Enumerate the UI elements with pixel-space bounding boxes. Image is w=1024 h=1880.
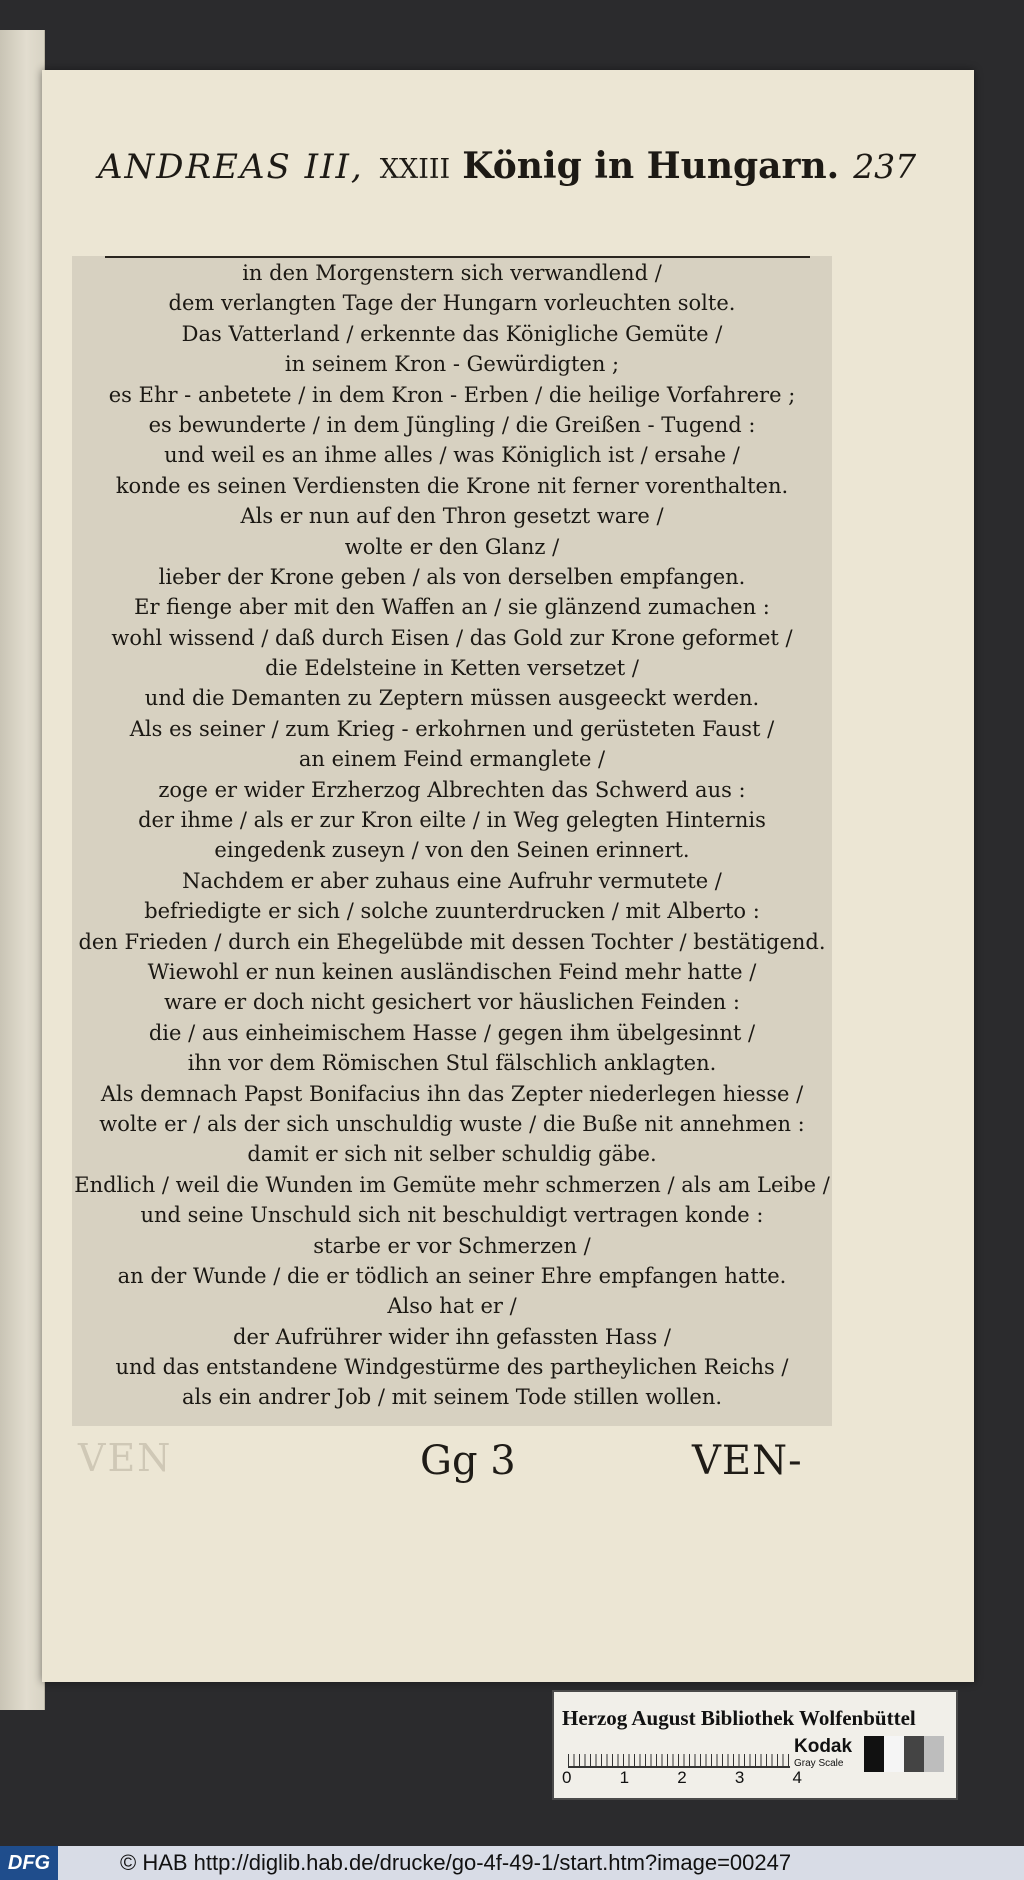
catchword: VEN- — [692, 1438, 803, 1484]
text-line: dem verlangten Tage der Hungarn vorleuchten solte. — [168, 291, 736, 316]
text-line: Das Vatterland / erkennte das Königliche Gemüte / — [181, 321, 723, 346]
text-line: Er fienge aber mit den Waffen an / sie glänzend zumachen : — [134, 595, 770, 620]
text-line: wolte er den Glanz / — [344, 534, 560, 559]
kodak-logo: Kodak — [794, 1736, 853, 1757]
text-line: in den Morgenstern sich verwandlend / — [242, 261, 662, 285]
text-line: befriedigte er sich / solche zuunterdrucken / mit Alberto : — [144, 899, 760, 924]
header-name: ANDREAS III, — [98, 147, 364, 187]
text-line: damit er sich nit selber schuldig gäbe. — [247, 1142, 657, 1167]
main-text — [62, 258, 842, 1413]
ruler — [568, 1740, 790, 1768]
text-line: Wiewohl er nun keinen ausländischen Feind mehr hatte / — [147, 959, 757, 984]
text-line: wolte er / als der sich unschuldig wuste / die Buße nit annehmen : — [99, 1111, 805, 1136]
text-line: Endlich / weil die Wunden im Gemüte mehr schmerzen / als am Leibe / — [74, 1172, 830, 1197]
text-line: es Ehr - anbetete / in dem Kron - Erben / die heilige Vorfahrere ; — [108, 382, 796, 407]
library-label — [552, 1690, 958, 1800]
ruler-number: 1 — [619, 1768, 630, 1787]
text-line: an der Wunde / die er tödlich an seiner Ehre empfangen hatte. — [117, 1263, 787, 1288]
credit-link[interactable]: © HAB http://diglib.hab.de/drucke/go-4f-49-1/start.htm?image=00247 — [120, 1850, 792, 1875]
text-line: konde es seinen Verdiensten die Krone nit ferner vorenthalten. — [115, 473, 789, 498]
text-line: an einem Feind ermanglete / — [298, 747, 606, 772]
text-line: ihn vor dem Römischen Stul fälschlich anklagten. — [187, 1051, 717, 1076]
text-line: starbe er vor Schmerzen / — [313, 1233, 591, 1258]
ruler-number: 3 — [734, 1768, 745, 1787]
text-line: und seine Unschuld sich nit beschuldigt vertragen konde : — [140, 1203, 764, 1228]
text-line: die / aus einheimischem Hasse / gegen ihm übelgesinnt / — [148, 1020, 756, 1045]
text-line: wohl wissend / daß durch Eisen / das Gold zur Krone geformet / — [111, 625, 793, 650]
bottom-bar — [0, 1846, 1024, 1880]
text-line: die Edelsteine in Ketten versetzet / — [265, 656, 639, 681]
text-line: und weil es an ihme alles / was Königlich ist / ersahe / — [164, 443, 740, 468]
text-line: in seinem Kron - Gewürdigten ; — [284, 352, 620, 377]
text-line: den Frieden / durch ein Ehegelübde mit dessen Tochter / bestätigend. — [78, 929, 826, 954]
header-title: König in Hungarn. — [462, 145, 840, 187]
text-line: Als es seiner / zum Krieg - erkohrnen und gerüsteten Faust / — [129, 716, 775, 741]
text-line: Nachdem er aber zuhaus eine Aufruhr vermutete / — [182, 868, 722, 893]
text-line: eingedenk zuseyn / von den Seinen erinnert. — [214, 838, 690, 863]
text-line: es bewunderte / in dem Jüngling / die Greißen - Tugend : — [148, 412, 756, 437]
text-line: und das entstandene Windgestürme des partheylichen Reichs / — [115, 1355, 789, 1380]
text-line: ware er doch nicht gesichert vor häuslichen Feinden : — [164, 990, 740, 1015]
text-line: der ihme / als er zur Kron eilte / in Weg gelegten Hinternis — [138, 808, 766, 833]
ruler-number: 2 — [677, 1768, 687, 1787]
signature-mark: Gg 3 — [420, 1438, 516, 1484]
header-number: XXIII — [379, 154, 451, 185]
text-line: als ein andrer Job / mit seinem Tode stillen wollen. — [181, 1385, 723, 1410]
text-line: Als demnach Papst Bonifacius ihn das Zepter niederlegen hiesse / — [100, 1081, 804, 1106]
ruler-numbers — [562, 1768, 802, 1788]
text-line: zoge er wider Erzherzog Albrechten das Schwerd aus : — [158, 777, 746, 802]
text-line: Also hat er / — [387, 1294, 517, 1319]
text-line: Als er nun auf den Thron gesetzt ware / — [240, 504, 664, 529]
gray-scale-patches — [864, 1736, 944, 1772]
library-name: Herzog August Bibliothek Wolfenbüttel — [562, 1706, 916, 1730]
text-line: der Aufrührer wider ihn gefassten Hass / — [233, 1324, 671, 1349]
gray-scale-label: Gray Scale — [794, 1758, 844, 1769]
faint-catchword: VEN — [78, 1436, 173, 1480]
ruler-number: 4 — [792, 1768, 802, 1787]
text-line: lieber der Krone geben / als von derselben empfangen. — [158, 564, 746, 589]
running-header — [98, 145, 917, 205]
dfg-logo: DFG — [0, 1846, 58, 1880]
left-page-edge — [0, 30, 45, 1710]
text-line: und die Demanten zu Zeptern müssen ausgeeckt werden. — [144, 686, 760, 711]
ruler-number: 0 — [562, 1768, 572, 1787]
page-number: 237 — [853, 147, 917, 186]
